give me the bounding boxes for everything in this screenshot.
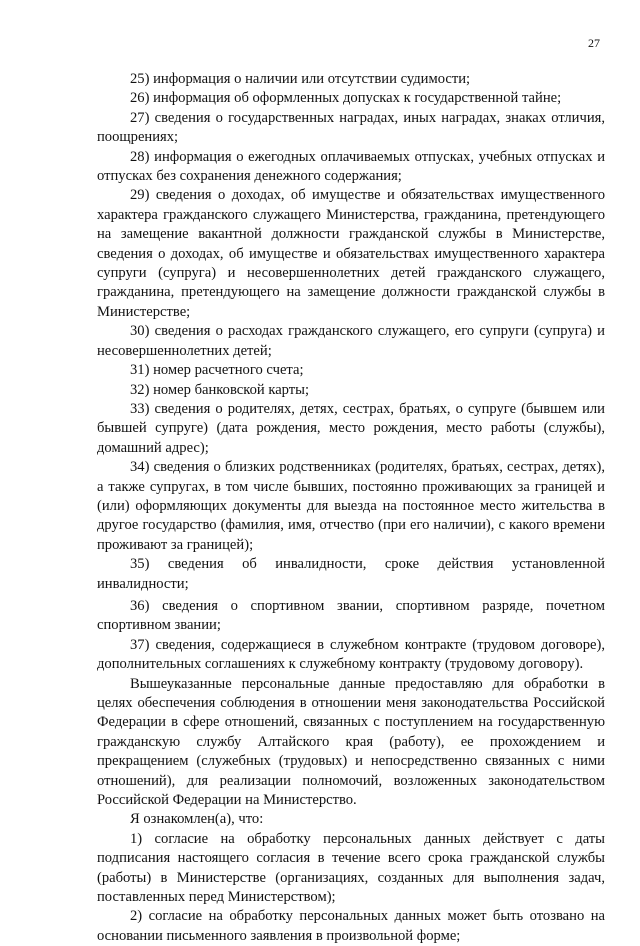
- document-body: [97, 70, 605, 946]
- paragraph-item-28: 28) информация о ежегодных оплачиваемых отпусках, учебных отпусках и отпусках без сохранения денежного содержания;: [97, 148, 605, 185]
- paragraph-item-29: 29) сведения о доходах, об имуществе и обязательствах имущественного характера гражданского служащего Министерства, гражданина, претендующего на замещение вакантной должности гражданской службы в Министерстве, сведения о доходах, об имуществе и обязательствах имущественного характера супруги (супруга) и несовершеннолетних детей гражданского служащего, гражданина, претендующего на замещение должности гражданской службы в Министерстве;: [97, 187, 605, 320]
- paragraph-item-35: 35) сведения об инвалидности, сроке действия установленной инвалидности;: [97, 556, 605, 592]
- paragraph-item-36: 36) сведения о спортивном звании, спортивном разряде, почетном спортивном звании;: [97, 597, 605, 634]
- paragraph-item-32: 32) номер банковской карты;: [130, 381, 310, 398]
- paragraph-consent-1: 1) согласие на обработку персональных данных действует с даты подписания настоящего согласия в течение всего срока гражданской службы (работы) в Министерстве (организациях, созданных для выполнения задач, поставленных перед Министерством);: [97, 830, 605, 906]
- paragraph-item-26: 26) информация об оформленных допусках к государственной тайне;: [130, 90, 562, 107]
- paragraph-item-30: 30) сведения о расходах гражданского служащего, его супруги (супруга) и несовершеннолетних детей;: [97, 323, 605, 359]
- paragraph-acknowledgement: Я ознакомлен(а), что:: [130, 811, 264, 828]
- paragraph-item-31: 31) номер расчетного счета;: [130, 362, 304, 379]
- paragraph-item-25: 25) информация о наличии или отсутствии судимости;: [130, 71, 471, 87]
- paragraph-consent-2: 2) согласие на обработку персональных данных может быть отозвано на основании письменного заявления в произвольной форме;: [97, 908, 605, 944]
- paragraph-item-37: 37) сведения, содержащиеся в служебном контракте (трудовом договоре), дополнительных соглашениях к служебному контракту (трудовому договору).: [97, 636, 605, 673]
- paragraph-item-34: 34) сведения о близких родственниках (родителях, братьях, сестрах, детях), а также супругах, в том числе бывших, постоянно проживающих за границей и (или) оформляющих документы для выезда на постоянное место жительства в другое государство (фамилия, имя, отчество (при его наличии), с какого времени проживают за границей);: [97, 459, 605, 553]
- paragraph-purpose: Вышеуказанные персональные данные предоставляю для обработки в целях обеспечения соблюдения в отношении меня законодательства Российской Федерации в сфере отношений, связанных с поступлением на государственную гражданскую службу Алтайского края (работу), ее прохождением и прекращением (служебных (трудовых) и непосредственно связанных с ними отношений), для реализации полномочий, возложенных законодательством Российской Федерации на Министерство.: [97, 675, 605, 809]
- page-number: 27: [588, 36, 600, 50]
- paragraph-item-33: 33) сведения о родителях, детях, сестрах, братьях, о супруге (бывшем или бывшей супруге) (дата рождения, место рождения, место работы (службы), домашний адрес);: [97, 400, 605, 456]
- paragraph-item-27: 27) сведения о государственных наградах, иных наградах, знаках отличия, поощрениях;: [97, 109, 605, 146]
